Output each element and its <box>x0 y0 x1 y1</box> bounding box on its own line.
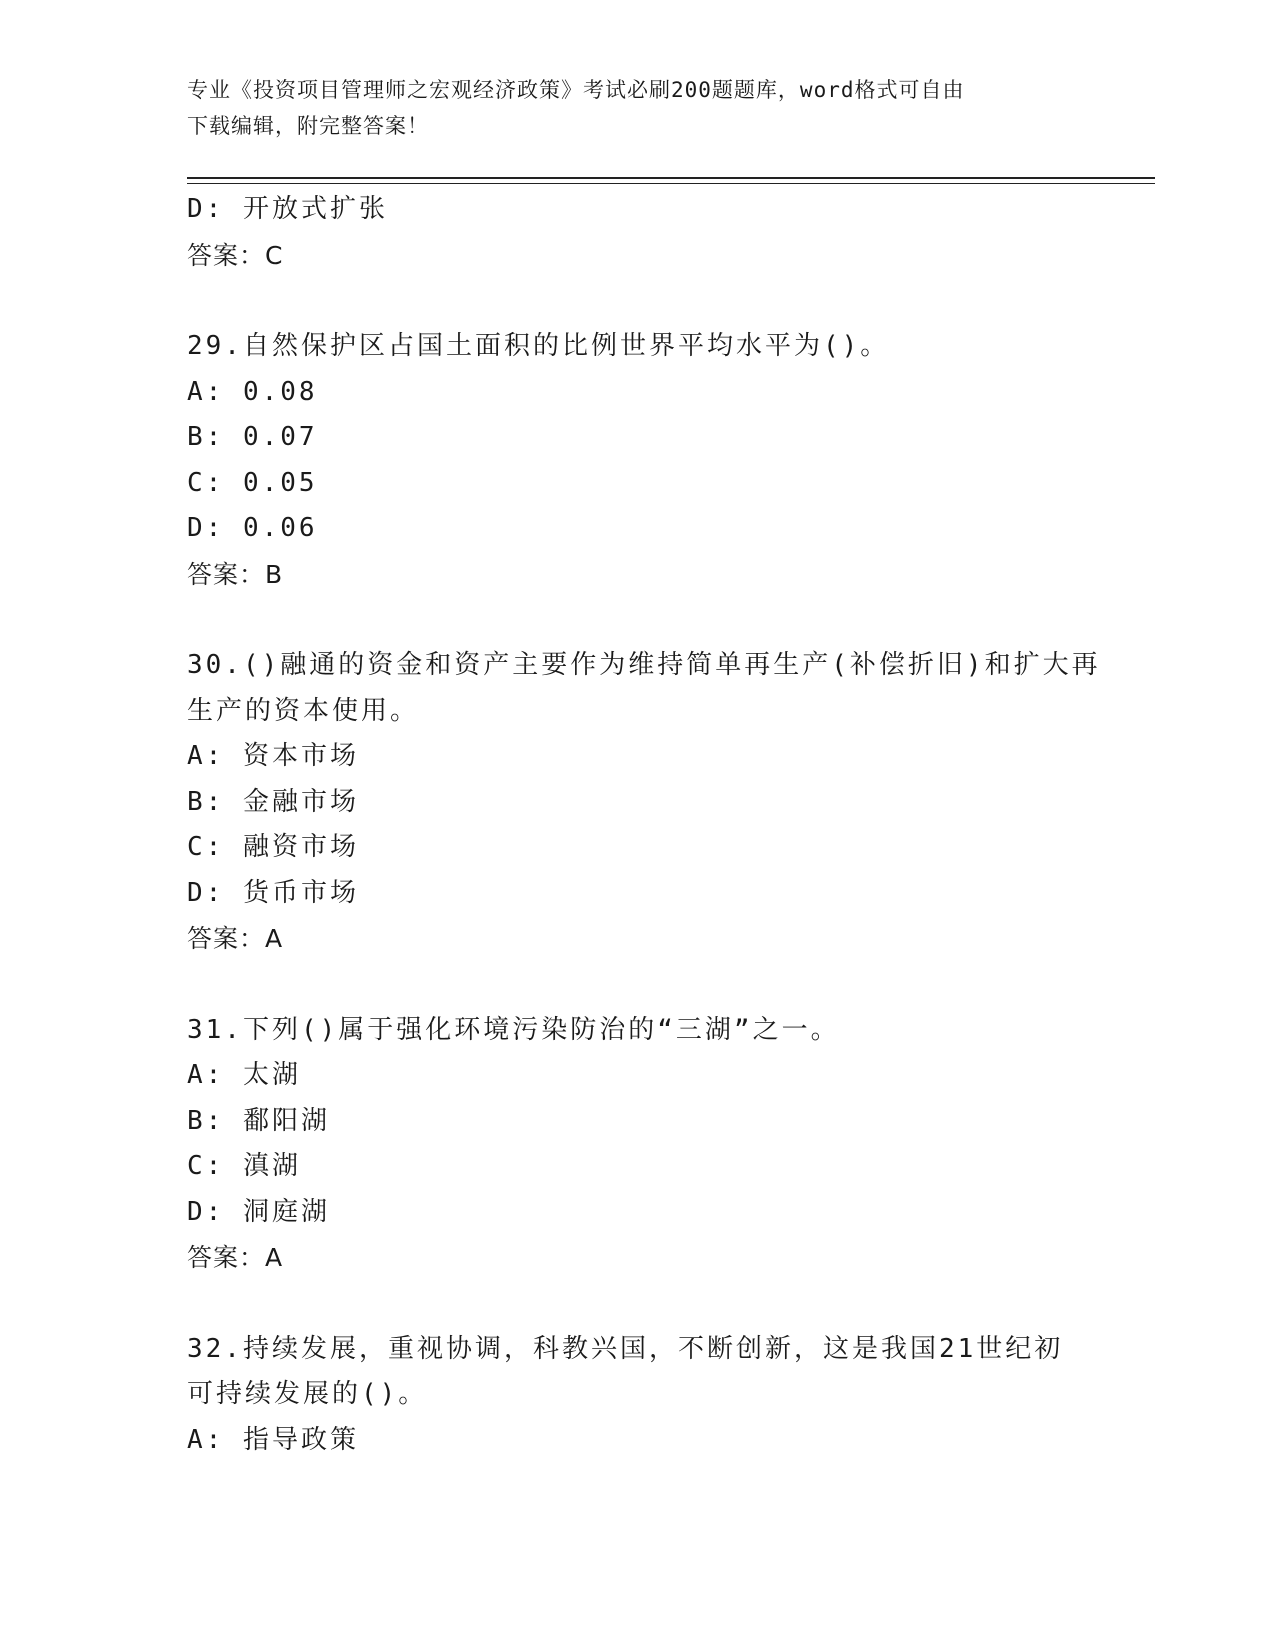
option-a: A: 太湖 <box>187 1060 301 1090</box>
question-text: 31.下列()属于强化环境污染防治的“三湖”之一。 <box>187 1014 840 1045</box>
question-29 <box>187 324 1087 597</box>
question-text: 29.自然保护区占国土面积的比例世界平均水平为()。 <box>187 331 890 361</box>
spacer <box>187 597 1087 643</box>
document-body <box>187 187 1101 1463</box>
spacer <box>187 962 1087 1008</box>
question-text: 30.()融通的资金和资产主要作为维持简单再生产(补偿折旧)和扩大再 <box>187 650 1101 680</box>
option-c: C: 融资市场 <box>187 832 359 862</box>
header-rule-thin <box>187 183 1155 184</box>
question-30 <box>187 643 1101 962</box>
answer-line: 答案：B <box>187 559 284 589</box>
option-b: B: 0.07 <box>187 422 318 452</box>
previous-question-tail <box>187 187 1087 278</box>
spacer <box>187 1281 1087 1327</box>
option-b: B: 金融市场 <box>187 786 359 817</box>
answer-line: 答案：A <box>187 1243 284 1272</box>
header-line-2: 下载编辑，附完整答案！ <box>187 114 429 138</box>
option-c: C: 滇湖 <box>187 1151 301 1181</box>
option-d: D: 0.06 <box>187 513 318 543</box>
option-d: D: 开放式扩张 <box>187 194 388 224</box>
answer-line: 答案：A <box>187 924 284 953</box>
option-a: A: 资本市场 <box>187 741 359 771</box>
option-c: C: 0.05 <box>187 467 318 498</box>
question-text-cont: 可持续发展的()。 <box>187 1379 428 1409</box>
option-d: D: 洞庭湖 <box>187 1196 330 1227</box>
header-rule-thick <box>187 177 1155 179</box>
option-b: B: 鄱阳湖 <box>187 1105 330 1136</box>
option-a: A: 0.08 <box>187 376 318 407</box>
question-text-cont: 生产的资本使用。 <box>187 695 420 726</box>
option-a: A: 指导政策 <box>187 1424 359 1455</box>
option-d: D: 货币市场 <box>187 877 359 908</box>
spacer <box>187 278 1087 324</box>
question-text: 32.持续发展，重视协调，科教兴国，不断创新，这是我国21世纪初 <box>187 1333 1064 1364</box>
question-31 <box>187 1008 1087 1281</box>
answer-line: 答案：C <box>187 240 284 270</box>
header-line-1: 专业《投资项目管理师之宏观经济政策》考试必刷200题题库，word格式可自由 <box>187 78 965 102</box>
document-header <box>187 72 1067 144</box>
question-32 <box>187 1327 1087 1464</box>
